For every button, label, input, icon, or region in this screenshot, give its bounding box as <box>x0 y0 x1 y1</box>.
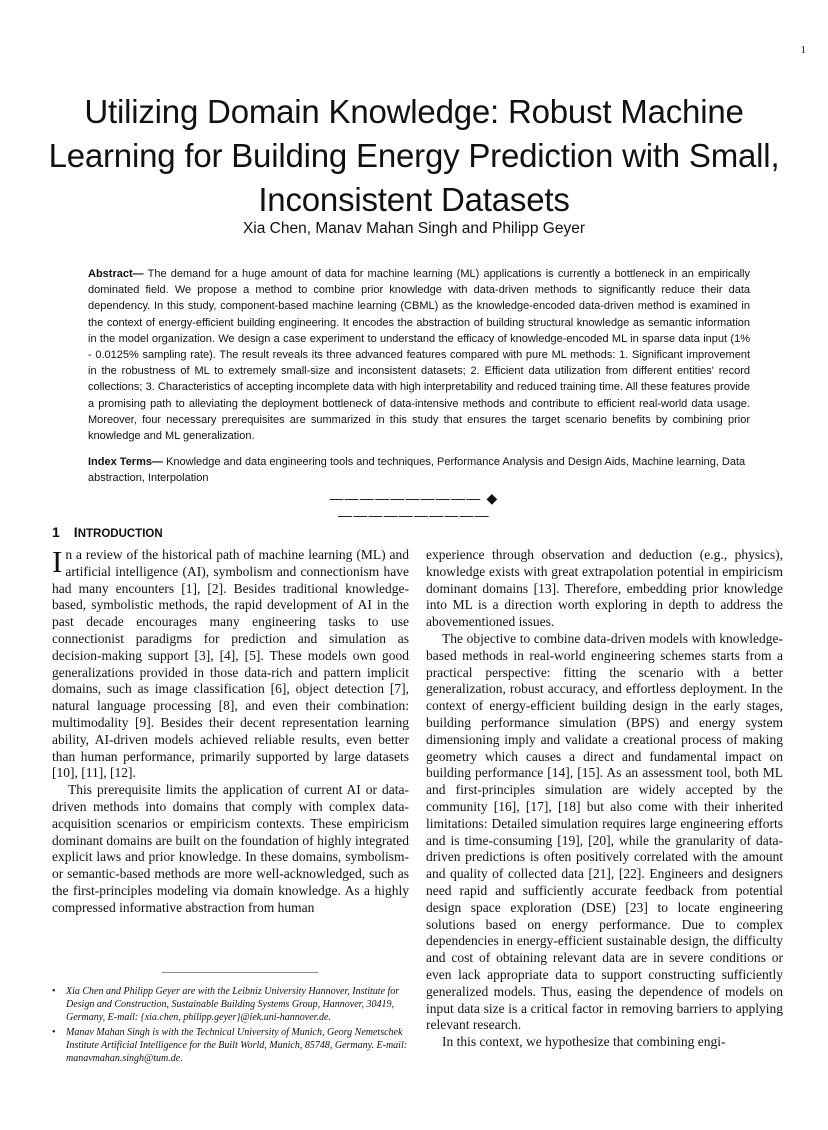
right-column <box>426 547 783 1051</box>
drop-cap: I <box>52 544 63 579</box>
page-number: 1 <box>800 44 806 56</box>
section-separator: —————————— ◆ —————————— <box>329 490 499 523</box>
footnotes <box>52 985 409 1066</box>
footnote-rule <box>162 972 318 973</box>
paper-title: Utilizing Domain Knowledge: Robust Machine Learning for Building Energy Prediction with Small, Inconsistent Datasets <box>48 93 780 218</box>
footnote-affiliation-2: • Manav Mahan Singh is with the Technical University of Munich, Georg Nemetschek Institute Artificial Intelligence for the Built World, Munich, 85748, Germany. E-mail: manavmahan.singh@tum.de. <box>52 1026 409 1066</box>
left-paragraph-2: This prerequisite limits the application of current AI or data-driven methods into domains that comply with complex data-acquisition scenarios or empiricism contexts. These empiricism dominant domains are built on the foundation of highly integrated explicit laws and prior knowledge. In these domains, symbolism- or semantic-based methods are more well-acknowledged, such as the first-principles modeling via domain knowledge. As a highly compressed informative abstraction from human <box>52 782 409 915</box>
index-terms-text: Knowledge and data engineering tools and techniques, Performance Analysis and Design Aids, Machine learning, Data abstraction, Interpolation <box>88 456 746 485</box>
section-heading <box>52 524 163 540</box>
left-column <box>52 544 409 917</box>
footnote-affiliation-1: • Xia Chen and Philipp Geyer are with the Leibniz University Hannover, Institute for Design and Construction, Sustainable Building Systems Group, Hannover, 30419, Germany, E-mail: {xia.chen, philipp.geyer}@iek.uni-hannover.de. <box>52 985 409 1025</box>
right-paragraph-2: The objective to combine data-driven models with knowledge-based methods in real-world engineering schemes starts from a practical perspective: fitting the scenario with a better generalization, robust accuracy, and effortless deployment. In the context of energy-efficient building design in the early stages, building performance simulation (BPS) and energy system dimensioning imply and validate a creational process of making geometry which causes a direct and fundamental impact on building performance [14], [15]. As an assessment tool, both ML and first-principles simulation are widely accepted by the community [16], [17], [18] but also come with their inherited limitations: Detailed simulation requires large engineering efforts and is time-consuming [19], [20], while the granularity of data-driven predictions is often positively correlated with the amount and quality of collected data [21], [22]. Engineers and designers need rapid and sufficiently accurate feedback from potential design space exploration (DSE) [23] to locate engineering solutions based on energy performance. Due to complex dependencies in energy-efficient sustainable design, the difficulty and cost of obtaining relevant data are in severe conditions or even lack appropriate data to support constructing sufficiently generalized models. Thus, easing the dependence of models on input data size is a critical factor in removing barriers to applying relevant research. <box>426 630 783 1033</box>
section-number: 1 <box>52 524 60 540</box>
right-paragraph-3: In this context, we hypothesize that combining engi- <box>442 1034 726 1050</box>
left-paragraph-1-text: n a review of the historical path of machine learning (ML) and artificial intelligence (AI), symbolism and connectionism have had many encounters [1], [2]. Besides traditional knowledge-based, symbolistic methods, the rapid development of AI in the past decade encourages many engineering tasks to use connectionist paradigms for prediction and simulation as decision-making support [3], [4], [5]. These models own good generalizations provided in those data-rich and pattern implicit domains, such as image classification [6], object detection [7], natural language processing [8], and even their combination: multimodality [9]. Besides their decent representation learning ability, AI-driven models achieved reliable results, even better than human performance, primarily supported by large datasets [10], [11], [12]. <box>52 547 409 781</box>
right-paragraph-1: experience through observation and deduction (e.g., physics), knowledge exists with great extrapolation potential in empiricism dominant domains [13]. Therefore, embedding prior knowledge into ML is a direction worth exploring in depth to address the abovementioned issues. <box>426 547 783 630</box>
abstract-text: The demand for a huge amount of data for machine learning (ML) applications is currently a bottleneck in an empirically dominated field. We propose a method to combine prior knowledge with data-driven methods to significantly reduce their data dependency. In this study, component-based machine learning (CBML) as the knowledge-encoded data-driven method is examined in the context of energy-efficient building engineering. It encodes the abstraction of building structural knowledge as semantic information in the model organization. We design a case experiment to understand the efficacy of knowledge-encoded ML in sparse data input (1% - 0.0125% sampling rate). The result reveals its three advanced features compared with pure ML methods: 1. Significant improvement in the robustness of ML to extremely small-size and inconsistent datasets; 2. Efficient data utilization from different entities' record collections; 3. Characteristics of accepting incomplete data with high interpretability and reduced training time. All these features provide a promising path to alleviating the deployment bottleneck of data-intensive methods and contribute to efficient real-world data usage. Moreover, four necessary prerequisites are summarized in this study that ensures the target scenario benefits by combining prior knowledge and ML generalization. <box>88 268 750 443</box>
index-terms-label: Index Terms— <box>88 456 163 468</box>
index-terms <box>88 454 750 486</box>
left-paragraph-1 <box>52 544 409 782</box>
section-title-rest: NTRODUCTION <box>77 528 163 540</box>
abstract-label: Abstract— <box>88 268 144 280</box>
abstract <box>88 266 750 444</box>
section-title-initial: I <box>73 524 78 540</box>
author-list: Xia Chen, Manav Mahan Singh and Philipp Geyer <box>242 220 586 237</box>
